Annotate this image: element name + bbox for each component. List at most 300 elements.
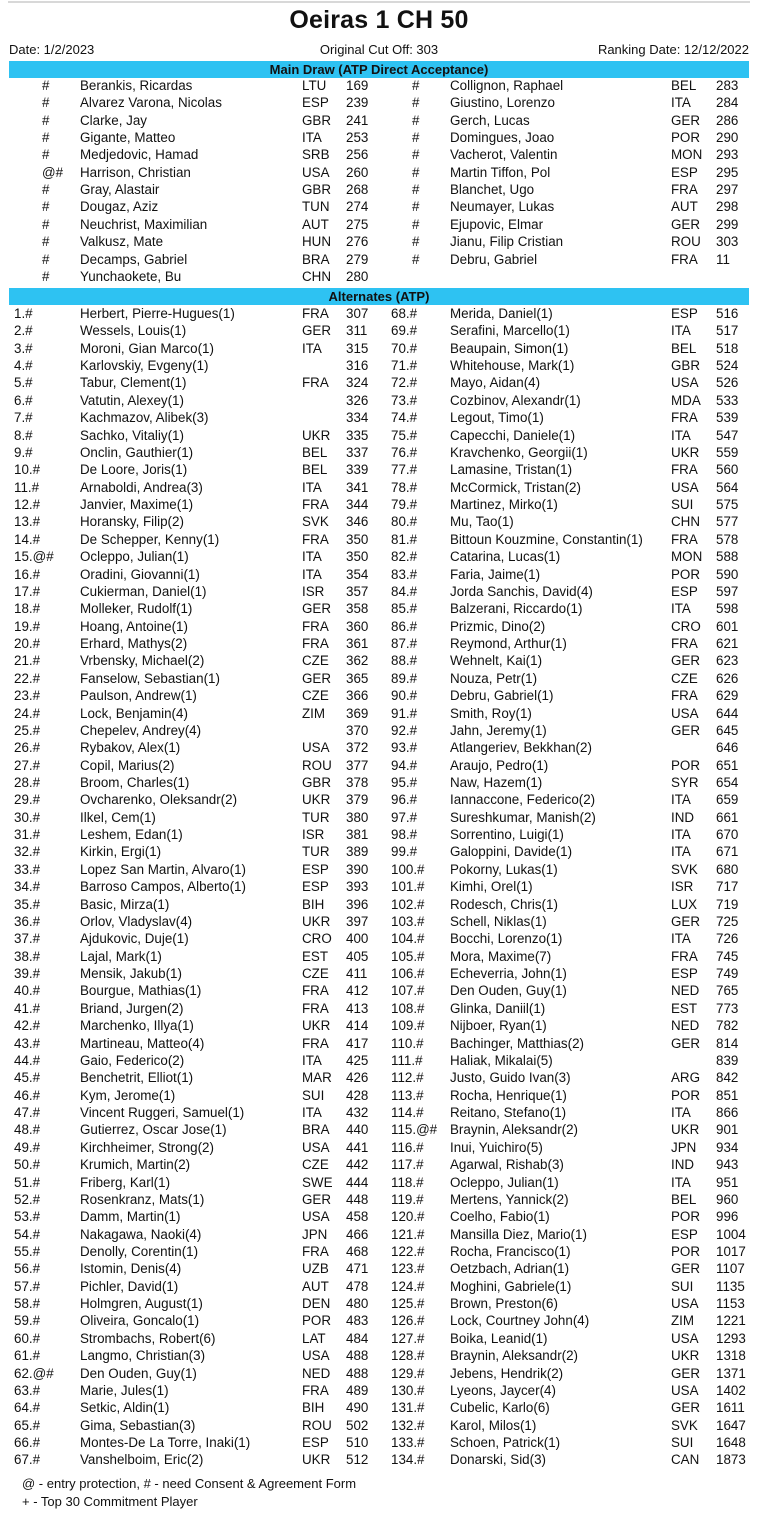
table-row (0, 427, 758, 445)
left-ranking: 358 (346, 601, 369, 617)
right-ranking: 539 (716, 410, 739, 426)
right-ranking: 839 (716, 1052, 739, 1068)
right-ranking: 597 (716, 583, 739, 599)
left-ranking: 335 (346, 427, 369, 443)
left-country-code: USA (302, 1139, 330, 1155)
left-country-code: ROU (302, 757, 332, 773)
table-row (0, 566, 758, 584)
table-row (0, 1052, 758, 1070)
table-row (0, 1104, 758, 1122)
left-ranking: 326 (346, 392, 369, 408)
left-ranking: 448 (346, 1191, 369, 1207)
table-row (0, 757, 758, 775)
right-ranking: 671 (716, 844, 739, 860)
left-country-code: FRA (302, 636, 329, 652)
right-country-code: BEL (671, 1191, 697, 1207)
right-player-name: McCormick, Tristan(2) (450, 479, 581, 495)
right-country-code: POR (671, 130, 701, 146)
left-ranking: 239 (346, 95, 369, 111)
left-entry-marker: # (42, 234, 50, 250)
left-player-name: Damm, Martin(1) (80, 1209, 181, 1225)
left-ranking: 502 (346, 1417, 369, 1433)
right-player-name: Sureshkumar, Manish(2) (450, 809, 596, 825)
left-ranking: 488 (346, 1365, 369, 1381)
left-entry-marker: # (42, 268, 50, 284)
right-country-code: MDA (671, 392, 701, 408)
left-entry-marker: 48.# (14, 1122, 41, 1138)
left-entry-marker: 1.# (14, 306, 33, 321)
right-ranking: 866 (716, 1105, 739, 1121)
left-entry-marker: 49.# (14, 1139, 41, 1155)
right-entry-marker: 116.# (391, 1139, 424, 1155)
left-entry-marker: 28.# (14, 774, 41, 790)
left-country-code: ROU (302, 1417, 332, 1433)
left-player-name: Sachko, Vitaliy(1) (80, 427, 184, 443)
right-country-code: GER (671, 1035, 701, 1051)
right-country-code: POR (671, 1243, 701, 1259)
left-country-code: LAT (302, 1330, 326, 1346)
right-player-name: Smith, Roy(1) (450, 705, 532, 721)
table-row (0, 791, 758, 809)
date-label: Date: 1/2/2023 (9, 42, 95, 57)
right-ranking: 814 (716, 1035, 739, 1051)
table-row (0, 826, 758, 844)
left-country-code: ESP (302, 1435, 329, 1451)
table-row (0, 1226, 758, 1244)
right-country-code: ROU (671, 234, 701, 250)
left-entry-marker: # (42, 147, 50, 163)
right-ranking: 1611 (716, 1400, 745, 1416)
left-player-name: Gutierrez, Oscar Jose(1) (80, 1122, 227, 1138)
left-entry-marker: 57.# (14, 1278, 41, 1294)
left-player-name: Vrbensky, Michael(2) (80, 653, 205, 669)
left-entry-marker: 38.# (14, 948, 41, 964)
right-player-name: Lock, Courtney John(4) (450, 1313, 590, 1329)
table-row (0, 965, 758, 983)
left-ranking: 279 (346, 251, 369, 267)
left-player-name: Briand, Jurgen(2) (80, 1000, 184, 1016)
left-entry-marker: 4.# (14, 358, 33, 374)
right-country-code: USA (671, 705, 699, 721)
left-country-code: BIH (302, 1400, 325, 1416)
right-player-name: Galoppini, Davide(1) (450, 844, 573, 860)
left-entry-marker: 27.# (14, 757, 41, 773)
right-ranking: 1873 (716, 1452, 746, 1468)
right-player-name: Lyeons, Jaycer(4) (450, 1382, 556, 1398)
left-country-code: GER (302, 601, 332, 617)
left-ranking: 169 (346, 78, 369, 93)
left-entry-marker: 61.# (14, 1348, 41, 1364)
table-row (0, 1434, 758, 1452)
right-entry-marker: # (412, 216, 420, 232)
right-ranking: 303 (716, 234, 739, 250)
right-country-code: EST (671, 1000, 698, 1016)
table-row (0, 1330, 758, 1348)
left-country-code: ITA (302, 340, 322, 356)
right-player-name: Merida, Daniel(1) (450, 306, 553, 321)
right-country-code: CHN (671, 514, 701, 530)
left-country-code: TUR (302, 844, 330, 860)
right-entry-marker: 117.# (391, 1157, 424, 1173)
left-country-code: JPN (302, 1226, 328, 1242)
right-entry-marker: 77.# (391, 462, 418, 478)
left-player-name: Orlov, Vladyslav(4) (80, 913, 193, 929)
left-ranking: 441 (346, 1139, 369, 1155)
table-row (0, 930, 758, 948)
left-ranking: 389 (346, 844, 369, 860)
table-row (0, 670, 758, 688)
table-row (0, 583, 758, 601)
left-player-name: Vanshelboim, Eric(2) (80, 1452, 204, 1468)
left-player-name: Berankis, Ricardas (80, 78, 193, 93)
left-entry-marker: # (42, 216, 50, 232)
left-country-code: UKR (302, 792, 331, 808)
right-ranking: 283 (716, 78, 739, 93)
left-ranking: 315 (346, 340, 369, 356)
left-ranking: 256 (346, 147, 369, 163)
left-entry-marker: 65.# (14, 1417, 41, 1433)
left-player-name: Tabur, Clement(1) (80, 375, 187, 391)
left-player-name: Vatutin, Alexey(1) (80, 392, 184, 408)
left-country-code: USA (302, 164, 330, 180)
table-row (0, 77, 758, 95)
left-player-name: Paulson, Andrew(1) (80, 688, 197, 704)
table-row (0, 705, 758, 723)
right-player-name: Bittoun Kouzmine, Constantin(1) (450, 531, 643, 547)
left-entry-marker: 17.# (14, 583, 41, 599)
table-row (0, 1451, 758, 1469)
left-ranking: 396 (346, 896, 369, 912)
left-entry-marker: 21.# (14, 653, 41, 669)
left-entry-marker: 47.# (14, 1105, 41, 1121)
table-row (0, 233, 758, 251)
left-country-code: ITA (302, 566, 322, 582)
right-country-code: UKR (671, 1122, 700, 1138)
right-ranking: 1107 (716, 1261, 745, 1277)
left-player-name: Holmgren, August(1) (80, 1296, 203, 1312)
right-country-code: AUT (671, 199, 698, 215)
left-country-code: CZE (302, 966, 329, 982)
right-entry-marker: 80.# (391, 514, 418, 530)
table-row (0, 1260, 758, 1278)
right-player-name: Cozbinov, Alexandr(1) (450, 392, 581, 408)
right-player-name: Jianu, Filip Cristian (450, 234, 564, 250)
left-entry-marker: 41.# (14, 1000, 41, 1016)
right-ranking: 1221 (716, 1313, 746, 1329)
right-player-name: Neumayer, Lukas (450, 199, 555, 215)
left-country-code: HUN (302, 234, 332, 250)
legend-top-30: + - Top 30 Commitment Player (22, 1494, 198, 1509)
table-row (0, 340, 758, 358)
left-ranking: 413 (346, 1000, 369, 1016)
left-player-name: Wessels, Louis(1) (80, 323, 187, 339)
left-country-code: ESP (302, 861, 329, 877)
right-player-name: Donarski, Sid(3) (450, 1452, 546, 1468)
left-player-name: Den Ouden, Guy(1) (80, 1365, 197, 1381)
right-player-name: Jebens, Hendrik(2) (450, 1365, 564, 1381)
right-ranking: 951 (716, 1174, 739, 1190)
right-country-code: ITA (671, 931, 691, 947)
left-player-name: De Loore, Joris(1) (80, 462, 188, 478)
right-country-code: GER (671, 216, 701, 232)
left-player-name: Fanselow, Sebastian(1) (80, 670, 220, 686)
left-player-name: Hoang, Antoine(1) (80, 618, 188, 634)
right-player-name: Beaupain, Simon(1) (450, 340, 569, 356)
left-entry-marker: 66.# (14, 1435, 41, 1451)
table-row (0, 982, 758, 1000)
right-country-code: ZIM (671, 1313, 695, 1329)
right-country-code: IND (671, 809, 695, 825)
left-country-code: SVK (302, 514, 329, 530)
table-row (0, 198, 758, 216)
right-entry-marker: 114.# (391, 1105, 424, 1121)
left-player-name: Horansky, Filip(2) (80, 514, 184, 530)
left-ranking: 484 (346, 1330, 369, 1346)
main-draw-header: Main Draw (ATP Direct Acceptance) (9, 61, 749, 78)
left-ranking: 425 (346, 1052, 369, 1068)
table-row (0, 1174, 758, 1192)
page-title: Oeiras 1 CH 50 (289, 6, 469, 34)
left-country-code: UKR (302, 427, 331, 443)
table-row (0, 444, 758, 462)
left-entry-marker: 67.# (14, 1452, 41, 1468)
table-row (0, 357, 758, 375)
right-entry-marker: 70.# (391, 340, 418, 356)
right-ranking: 719 (716, 896, 739, 912)
right-ranking: 590 (716, 566, 739, 582)
table-row (0, 774, 758, 792)
left-ranking: 489 (346, 1382, 369, 1398)
left-entry-marker: # (42, 95, 50, 111)
left-player-name: Valkusz, Mate (80, 234, 164, 250)
right-player-name: Lamasine, Tristan(1) (450, 462, 573, 478)
left-entry-marker: 20.# (14, 636, 41, 652)
left-player-name: Gray, Alastair (80, 182, 160, 198)
right-entry-marker: 134.# (391, 1452, 425, 1468)
left-ranking: 397 (346, 913, 369, 929)
left-country-code: EST (302, 948, 329, 964)
right-country-code: CAN (671, 1452, 700, 1468)
left-player-name: Lajal, Mark(1) (80, 948, 162, 964)
left-ranking: 324 (346, 375, 369, 391)
right-player-name: Wehnelt, Kai(1) (450, 653, 543, 669)
table-row (0, 1278, 758, 1296)
left-entry-marker: 55.# (14, 1243, 41, 1259)
left-ranking: 360 (346, 618, 369, 634)
right-country-code: FRA (671, 531, 698, 547)
right-country-code: ITA (671, 427, 691, 443)
right-country-code: USA (671, 1382, 699, 1398)
left-entry-marker: 9.# (14, 444, 33, 460)
left-country-code: ESP (302, 879, 329, 895)
table-row (0, 1087, 758, 1105)
left-ranking: 510 (346, 1435, 369, 1451)
right-ranking: 524 (716, 358, 739, 374)
left-entry-marker: 63.# (14, 1382, 41, 1398)
left-country-code: ITA (302, 1105, 322, 1121)
table-row (0, 548, 758, 566)
left-ranking: 377 (346, 757, 369, 773)
right-ranking: 749 (716, 966, 739, 982)
left-ranking: 471 (346, 1261, 369, 1277)
left-entry-marker: 5.# (14, 375, 33, 391)
right-player-name: Catarina, Lucas(1) (450, 549, 561, 565)
right-player-name: Legout, Timo(1) (450, 410, 544, 426)
left-entry-marker: 33.# (14, 861, 41, 877)
left-country-code: ITA (302, 549, 322, 565)
left-ranking: 468 (346, 1243, 369, 1259)
left-country-code: BEL (302, 462, 328, 478)
left-country-code: GER (302, 1191, 332, 1207)
right-entry-marker: 92.# (391, 722, 418, 738)
right-player-name: Oetzbach, Adrian(1) (450, 1261, 570, 1277)
left-ranking: 379 (346, 792, 369, 808)
left-ranking: 442 (346, 1157, 369, 1173)
left-player-name: Kym, Jerome(1) (80, 1087, 176, 1103)
right-country-code: GER (671, 1261, 701, 1277)
left-entry-marker: 36.# (14, 913, 41, 929)
left-country-code: NED (302, 1365, 331, 1381)
left-ranking: 380 (346, 809, 369, 825)
right-country-code: JPN (671, 1139, 697, 1155)
right-entry-marker: 104.# (391, 931, 425, 947)
right-entry-marker: 130.# (391, 1382, 425, 1398)
right-entry-marker: 74.# (391, 410, 418, 426)
left-ranking: 337 (346, 444, 369, 460)
left-country-code: SWE (302, 1174, 333, 1190)
right-entry-marker: 133.# (391, 1435, 425, 1451)
left-country-code: SUI (302, 1087, 325, 1103)
right-entry-marker: 71.# (391, 358, 418, 374)
right-player-name: Blanchet, Ugo (450, 182, 535, 198)
right-country-code: POR (671, 757, 701, 773)
right-entry-marker: 95.# (391, 774, 418, 790)
table-row (0, 146, 758, 164)
right-ranking: 299 (716, 216, 739, 232)
left-entry-marker: 45.# (14, 1070, 41, 1086)
right-entry-marker: # (412, 95, 420, 111)
left-player-name: Ocleppo, Julian(1) (80, 549, 189, 565)
right-ranking: 293 (716, 147, 739, 163)
left-player-name: Ovcharenko, Oleksandr(2) (80, 792, 238, 808)
right-player-name: Jahn, Jeremy(1) (450, 722, 547, 738)
right-player-name: Kravchenko, Georgii(1) (450, 444, 588, 460)
right-player-name: Capecchi, Daniele(1) (450, 427, 576, 443)
right-entry-marker: 111.# (391, 1052, 423, 1068)
left-ranking: 405 (346, 948, 369, 964)
right-country-code: MON (671, 549, 703, 565)
right-entry-marker: 115.@# (391, 1122, 438, 1138)
left-country-code: BIH (302, 896, 325, 912)
right-ranking: 598 (716, 601, 739, 617)
left-country-code: ISR (302, 583, 325, 599)
right-ranking: 726 (716, 931, 739, 947)
right-ranking: 559 (716, 444, 739, 460)
right-player-name: Bachinger, Matthias(2) (450, 1035, 584, 1051)
left-country-code: ITA (302, 1052, 322, 1068)
right-country-code: FRA (671, 251, 698, 267)
left-player-name: Gima, Sebastian(3) (80, 1417, 196, 1433)
right-ranking: 646 (716, 740, 739, 756)
left-player-name: Oradini, Giovanni(1) (80, 566, 200, 582)
right-country-code: FRA (671, 636, 698, 652)
left-entry-marker: 59.# (14, 1313, 41, 1329)
left-country-code: GER (302, 670, 332, 686)
right-ranking: 575 (716, 497, 739, 513)
ranking-date-label: Ranking Date: 12/12/2022 (597, 42, 749, 57)
table-row (0, 94, 758, 112)
left-player-name: Martineau, Matteo(4) (80, 1035, 205, 1051)
left-entry-marker: 53.# (14, 1209, 41, 1225)
table-row (0, 861, 758, 879)
left-entry-marker: 15.@# (14, 549, 54, 565)
left-ranking: 346 (346, 514, 369, 530)
table-row (0, 129, 758, 147)
right-entry-marker: 86.# (391, 618, 418, 634)
left-entry-marker: 23.# (14, 688, 41, 704)
right-entry-marker: 75.# (391, 427, 418, 443)
right-player-name: Mansilla Diez, Mario(1) (450, 1226, 587, 1242)
right-player-name: Mertens, Yannick(2) (450, 1191, 569, 1207)
right-player-name: Rocha, Francisco(1) (450, 1243, 571, 1259)
right-player-name: Brown, Preston(6) (450, 1296, 558, 1312)
left-country-code: USA (302, 1348, 330, 1364)
right-country-code: ESP (671, 966, 698, 982)
right-player-name: Boika, Leanid(1) (450, 1330, 548, 1346)
left-player-name: Barroso Campos, Alberto(1) (80, 879, 246, 895)
left-entry-marker: 22.# (14, 670, 41, 686)
left-country-code: CZE (302, 653, 329, 669)
right-ranking: 1402 (716, 1382, 746, 1398)
right-country-code: GER (671, 1400, 701, 1416)
right-country-code: FRA (671, 182, 698, 198)
table-row (0, 1035, 758, 1053)
right-entry-marker: # (412, 130, 420, 146)
left-country-code: SRB (302, 147, 330, 163)
table-row (0, 1347, 758, 1365)
right-entry-marker: 69.# (391, 323, 418, 339)
right-ranking: 661 (716, 809, 739, 825)
right-entry-marker: 132.# (391, 1417, 425, 1433)
right-player-name: Cubelic, Karlo(6) (450, 1400, 550, 1416)
left-ranking: 339 (346, 462, 369, 478)
right-player-name: Faria, Jaime(1) (450, 566, 541, 582)
right-player-name: Vacherot, Valentin (450, 147, 558, 163)
table-row (0, 809, 758, 827)
table-row (0, 268, 758, 286)
left-ranking: 390 (346, 861, 369, 877)
right-entry-marker: 119.# (391, 1191, 424, 1207)
left-ranking: 268 (346, 182, 369, 198)
right-country-code: ARG (671, 1070, 701, 1086)
left-ranking: 426 (346, 1070, 369, 1086)
left-player-name: Dougaz, Aziz (80, 199, 159, 215)
right-ranking: 11 (716, 251, 730, 267)
left-player-name: Clarke, Jay (80, 112, 147, 128)
left-ranking: 372 (346, 740, 369, 756)
left-player-name: Molleker, Rudolf(1) (80, 601, 193, 617)
right-country-code: POR (671, 566, 701, 582)
left-player-name: Rybakov, Alex(1) (80, 740, 181, 756)
table-row (0, 112, 758, 130)
right-country-code: CRO (671, 618, 701, 634)
right-country-code: NED (671, 983, 700, 999)
table-row (0, 392, 758, 410)
left-player-name: Kirchheimer, Strong(2) (80, 1139, 214, 1155)
left-ranking: 412 (346, 983, 369, 999)
right-entry-marker: 97.# (391, 809, 418, 825)
right-country-code: ITA (671, 323, 691, 339)
